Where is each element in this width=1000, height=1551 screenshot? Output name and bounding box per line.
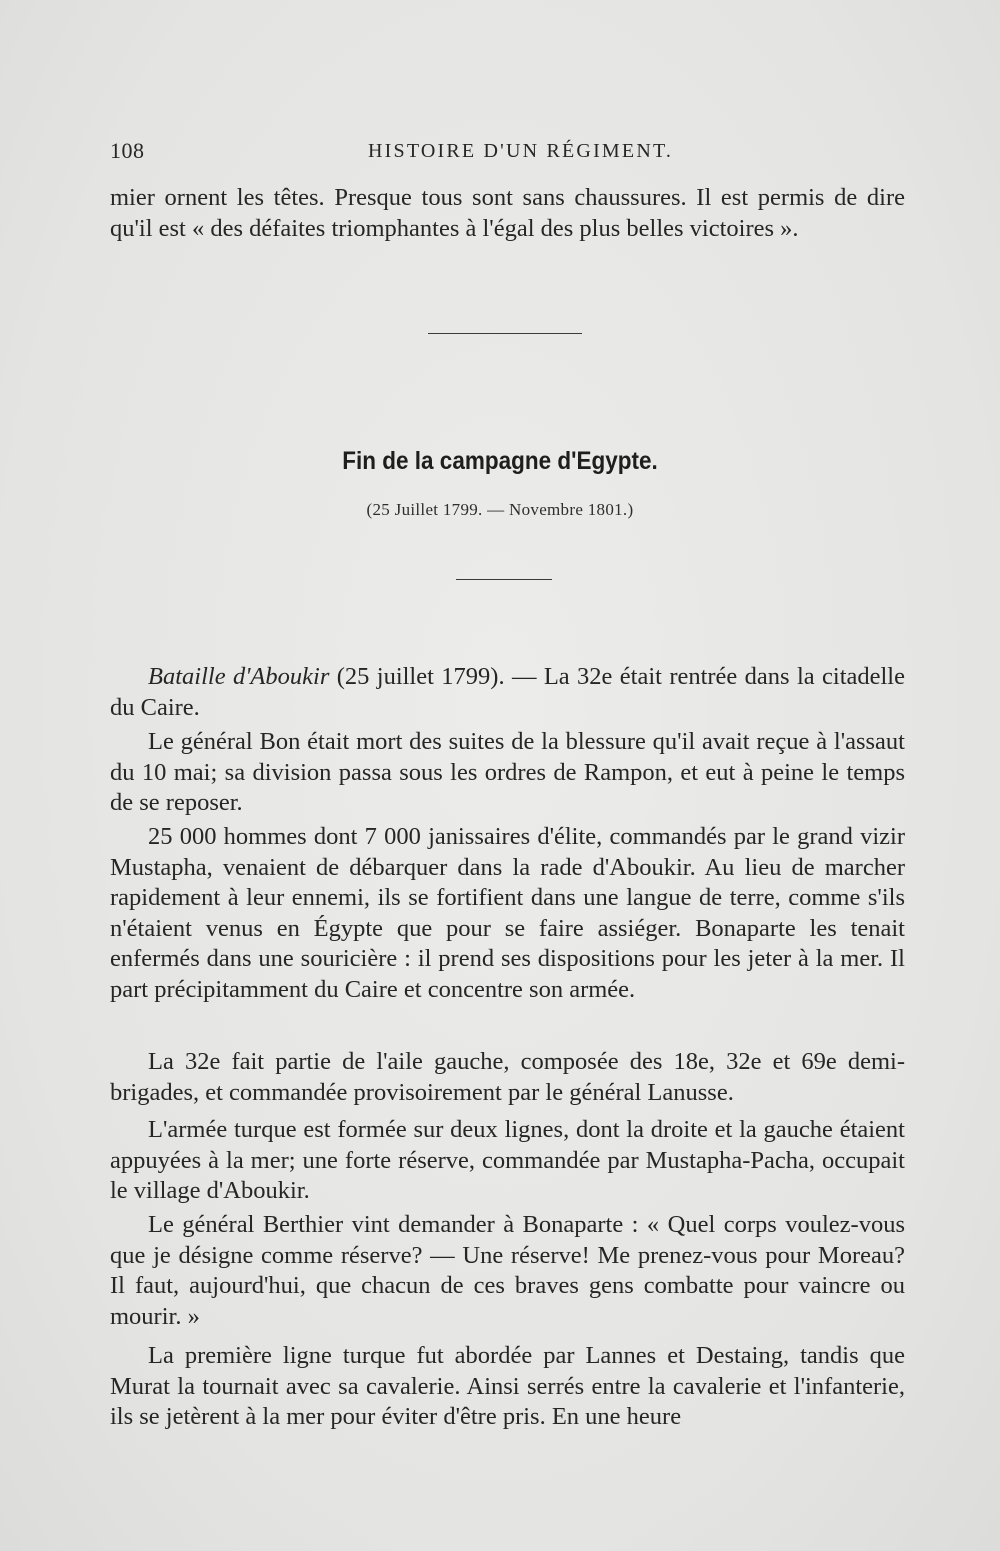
paragraph-vizir: 25 000 hommes dont 7 000 janissaires d'élite, commandés par le grand vizir Mustapha, venaient de débarquer dans la rade d'Aboukir. Au lieu de marcher rapidement à leur ennemi, ils se fortifient dans une langue de terre, comme s'ils n'étaient venus en Égypte que pour se faire assiéger. Bonaparte les tenait enfermés dans une souricière : il prend ses dispositions pour les jeter à la mer. Il part précipitamment du Caire et concentre son armée. <box>110 823 905 1003</box>
paragraph-bataille-text: (25 juillet 1799). — La 32e était rentrée dans la citadelle du Caire. <box>110 663 905 721</box>
page-number: 108 <box>110 138 145 163</box>
paragraph-bataille <box>110 662 905 723</box>
section-title: Fin de la campagne d'Egypte. <box>342 447 658 475</box>
separator-rule-top <box>428 333 582 334</box>
paragraph-armee-turque: L'armée turque est formée sur deux lignes, dont la droite et la gauche étaient appuyées à la mer; une forte réserve, commandée par Mustapha-Pacha, occupait le village d'Aboukir. <box>110 1116 905 1204</box>
paragraph-aile-gauche: La 32e fait partie de l'aile gauche, composée des 18e, 32e et 69e demi-brigades, et commandée provisoirement par le général Lanusse. <box>110 1048 905 1106</box>
separator-rule-bottom <box>456 579 552 580</box>
paragraph-general-bon: Le général Bon était mort des suites de la blessure qu'il avait reçue à l'assaut du 10 mai; sa division passa sous les ordres de Rampon, et eut à peine le temps de se reposer. <box>110 728 905 816</box>
running-title: HISTOIRE D'UN RÉGIMENT. <box>368 140 674 162</box>
paragraph-bataille-title: Bataille d'Aboukir <box>148 663 330 690</box>
intro-paragraph: mier ornent les têtes. Presque tous sont sans chaussures. Il est permis de dire qu'il est « des défaites triomphantes à l'égal des plus belles victoires ». <box>110 184 905 242</box>
paragraph-berthier: Le général Berthier vint demander à Bonaparte : « Quel corps voulez-vous que je désigne comme réserve? — Une réserve! Me prenez-vous pour Moreau? Il faut, aujourd'hui, que chacun de ces braves gens combatte pour vaincre ou mourir. » <box>110 1211 905 1330</box>
paragraph-premiere-ligne: La première ligne turque fut abordée par Lannes et Destaing, tandis que Murat la tournait avec sa cavalerie. Ainsi serrés entre la cavalerie et l'infanterie, ils se jetèrent à la mer pour éviter d'être pris. En une heure <box>110 1342 905 1430</box>
page-header <box>110 134 910 174</box>
section-dates: (25 Juillet 1799. — Novembre 1801.) <box>366 500 634 519</box>
